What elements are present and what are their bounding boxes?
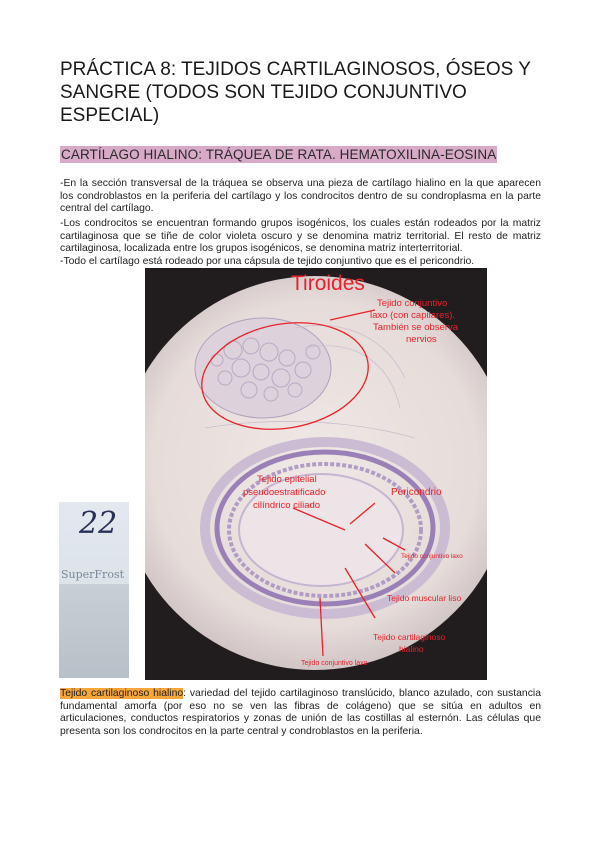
label-cartilaginoso-2: hialino [399,644,424,654]
label-laxo-2: laxo (con capilares). [370,310,456,321]
trachea-micrograph [145,268,487,680]
paragraph-2: -Los condrocitos se encuentran formando grupos isogénicos, los cuales están rodeados por la matriz cartilaginosa que se tiñe de color violeta oscuro y se denomina matriz territorial. El resto de matriz cartilaginosa, localizada entre los grupos isogénicos, se denomina matriz interterritorial. [60,218,541,255]
slide-frost-area [59,584,129,678]
definition-term: Tejido cartilaginoso hialino [60,688,184,699]
page-title: PRÁCTICA 8: TEJIDOS CARTILAGINOSOS, ÓSEOS Y SANGRE (TODOS SON TEJIDO CONJUNTIVO ESPECIAL) [60,59,531,126]
label-laxo-1: Tejido conjuntivo [377,298,448,309]
thyroid-tissue [195,318,331,418]
label-pericondrio: Pericondrio [391,487,442,498]
label-epitelial-2: pseudoestratificado [243,487,326,498]
slide-photo [59,502,129,678]
definition-separator: : [183,688,187,699]
label-epitelial-3: cilíndrico ciliado [253,500,321,511]
label-cartilaginoso-1: Tejido cartilaginoso [373,632,446,642]
paragraph-1: -En la sección transversal de la tráquea se observa una pieza de cartílago hialino en la que aparecen los condroblastos en la periferia del cartílago y los condrocitos dentro de su condroplasma en la parte central del cartílago. [60,178,541,215]
section-title: CARTÍLAGO HIALINO: TRÁQUEA DE RATA. HEMATOXILINA-EOSINA [61,147,497,162]
label-laxo-3: También se observa [373,322,459,333]
label-conjuntivo-laxo-bottom: Tejido conjuntivo laxo [301,660,368,667]
label-laxo-4: nervios [406,334,437,345]
label-conjuntivo-laxo-right: Tejido conjuntivo laxo [401,553,463,560]
label-tiroides: Tiroides [291,272,365,295]
label-epitelial-1: Tejido epitelial [257,474,317,485]
paragraph-3: -Todo el cartílago está rodeado por una cápsula de tejido conjuntivo que es el pericondrio. [60,256,475,267]
definition-paragraph [60,688,541,738]
definition-text: variedad del tejido cartilaginoso translúcido, blanco azulado, con sustancia fundamental amorfa (por eso no se ven las fibras de colágeno) que se sitúa en adultos en articulaciones, conductos respiratorios y zonas de unión de las costillas al esternón. Las células que presenta son los condrocitos en la parte central y condroblastos en la periferia. [60,688,541,737]
label-muscular-liso: Tejido muscular liso [387,593,462,603]
slide-brand: SuperFrost [61,568,125,581]
micrograph-svg [145,268,487,680]
slide-number: 22 [79,506,118,541]
